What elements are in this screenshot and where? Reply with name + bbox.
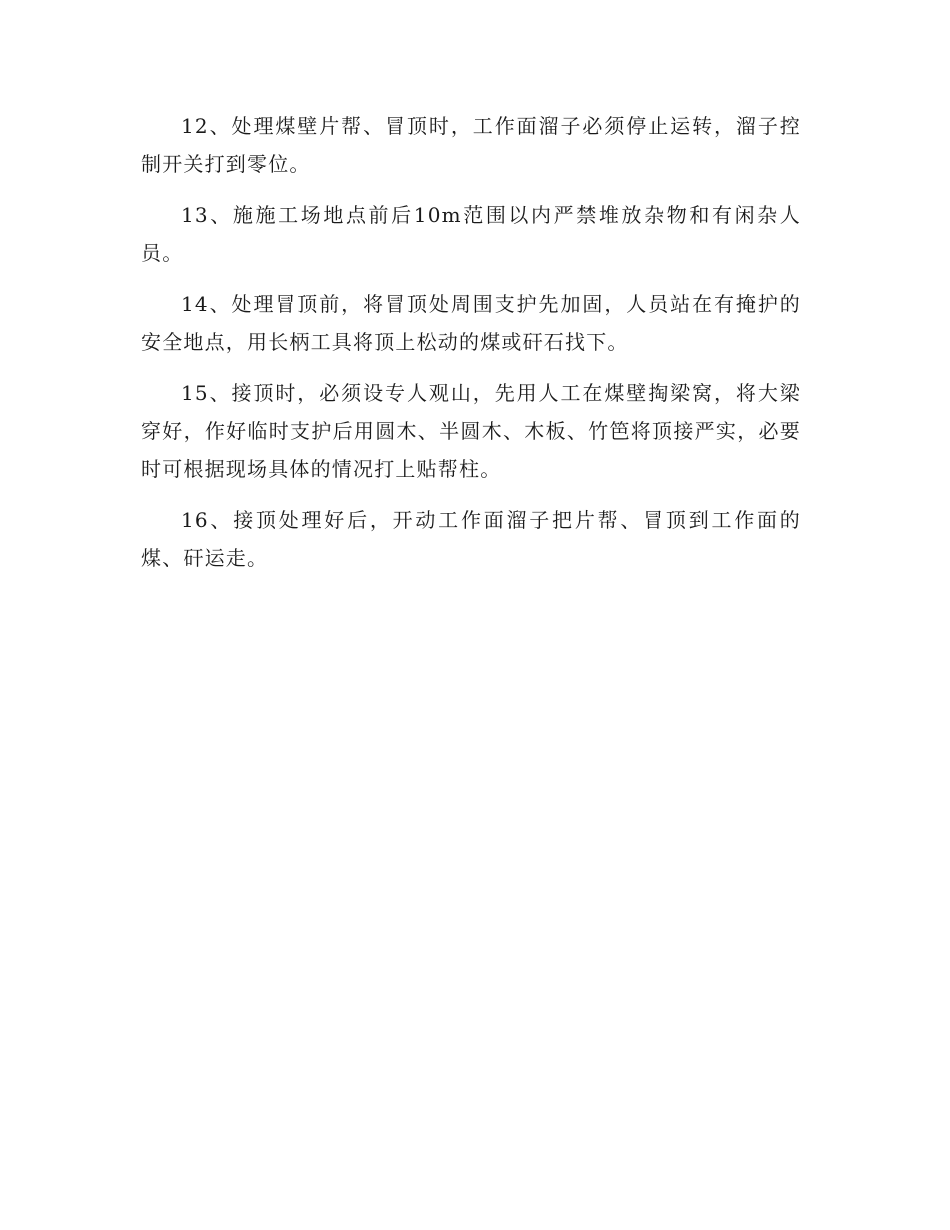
paragraph-12: 12、处理煤壁片帮、冒顶时，工作面溜子必须停止运转，溜子控制开关打到零位。 xyxy=(141,114,801,176)
paragraph-14: 14、处理冒顶前，将冒顶处周围支护先加固，人员站在有掩护的安全地点，用长柄工具将顶上松动的煤或矸石找下。 xyxy=(141,292,801,354)
document-body xyxy=(141,107,801,590)
paragraph-16: 16、接顶处理好后，开动工作面溜子把片帮、冒顶到工作面的煤、矸运走。 xyxy=(141,508,801,570)
paragraph-15: 15、接顶时，必须设专人观山，先用人工在煤壁掏梁窝，将大梁穿好，作好临时支护后用圆木、半圆木、木板、竹笆将顶接严实，必要时可根据现场具体的情况打上贴帮柱。 xyxy=(141,381,801,481)
paragraph-13: 13、施施工场地点前后10m范围以内严禁堆放杂物和有闲杂人员。 xyxy=(141,203,801,265)
